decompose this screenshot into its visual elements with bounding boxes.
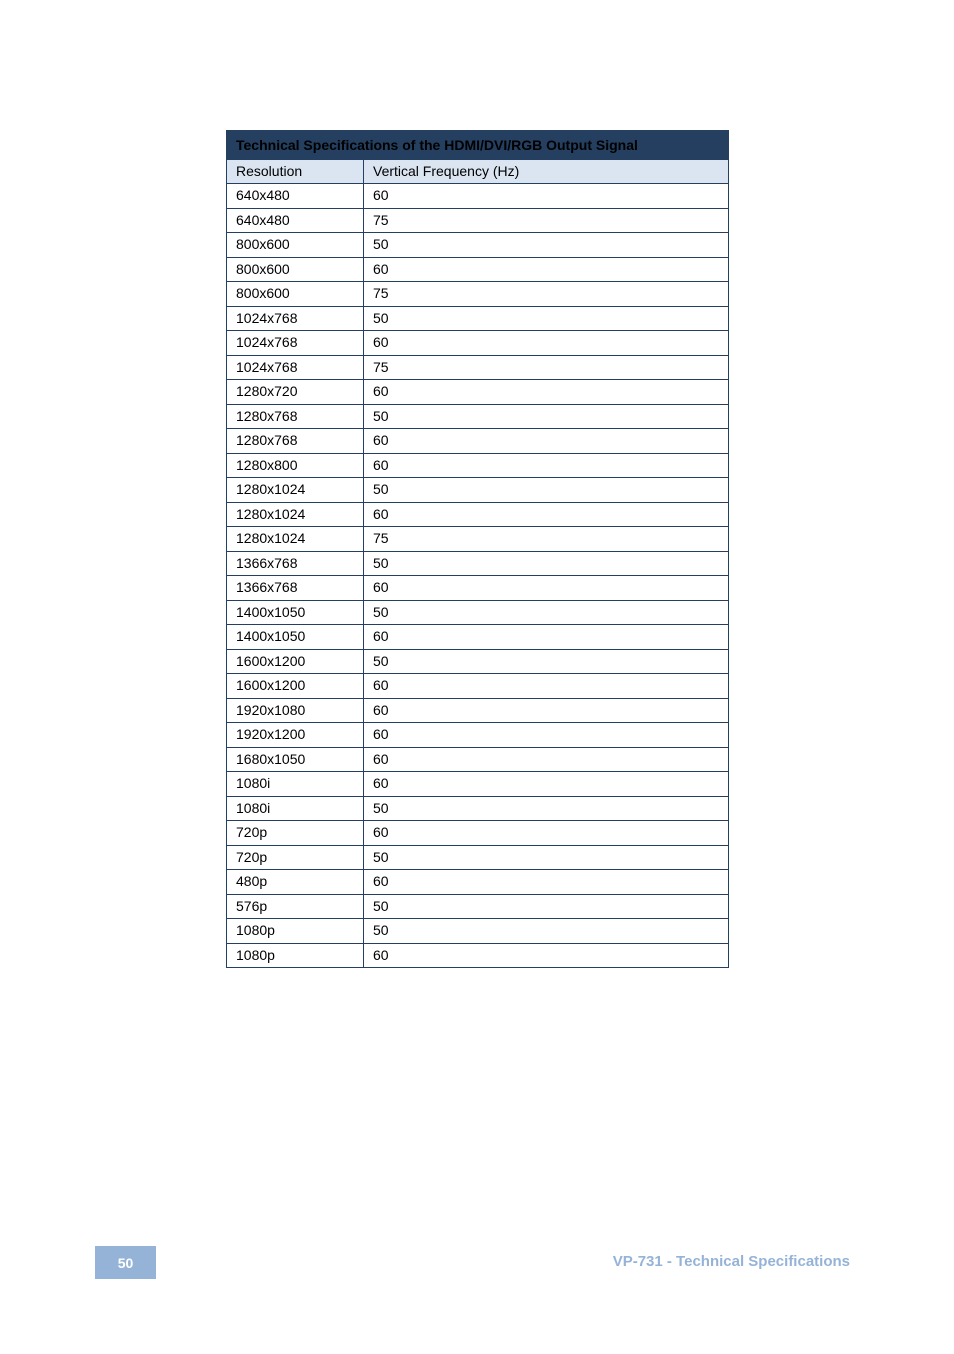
table-row <box>227 625 729 650</box>
table-row <box>227 208 729 233</box>
table-cell: 1280x1024 <box>227 527 364 552</box>
table-cell: 50 <box>364 894 729 919</box>
table-cell: 1024x768 <box>227 331 364 356</box>
table-row <box>227 551 729 576</box>
table-cell: 1024x768 <box>227 306 364 331</box>
table-row <box>227 478 729 503</box>
table-title-row <box>227 131 729 160</box>
table-cell: 1600x1200 <box>227 649 364 674</box>
table-row <box>227 772 729 797</box>
table-row <box>227 894 729 919</box>
spec-table-container <box>226 130 728 968</box>
table-cell: 60 <box>364 747 729 772</box>
table-cell: 1920x1200 <box>227 723 364 748</box>
table-cell: 60 <box>364 821 729 846</box>
table-cell: 75 <box>364 355 729 380</box>
table-title: Technical Specifications of the HDMI/DVI/RGB Output Signal <box>227 131 729 160</box>
table-row <box>227 453 729 478</box>
table-cell: 640x480 <box>227 208 364 233</box>
table-row <box>227 233 729 258</box>
table-cell: 50 <box>364 796 729 821</box>
table-cell: 60 <box>364 723 729 748</box>
table-cell: 576p <box>227 894 364 919</box>
table-row <box>227 821 729 846</box>
page-number-badge: 50 <box>95 1246 156 1279</box>
table-row <box>227 845 729 870</box>
table-cell: 60 <box>364 184 729 209</box>
spec-table-body <box>227 184 729 968</box>
table-row <box>227 282 729 307</box>
table-cell: 1080i <box>227 796 364 821</box>
table-cell: 1280x1024 <box>227 502 364 527</box>
table-row <box>227 943 729 968</box>
table-row <box>227 747 729 772</box>
table-cell: 60 <box>364 453 729 478</box>
table-cell: 1400x1050 <box>227 600 364 625</box>
column-header-frequency: Vertical Frequency (Hz) <box>364 160 729 184</box>
table-cell: 1920x1080 <box>227 698 364 723</box>
table-cell: 60 <box>364 576 729 601</box>
table-cell: 50 <box>364 845 729 870</box>
table-cell: 60 <box>364 380 729 405</box>
table-cell: 75 <box>364 282 729 307</box>
table-cell: 50 <box>364 306 729 331</box>
table-cell: 1080p <box>227 919 364 944</box>
table-cell: 60 <box>364 772 729 797</box>
table-cell: 50 <box>364 919 729 944</box>
table-cell: 1080p <box>227 943 364 968</box>
table-cell: 800x600 <box>227 282 364 307</box>
table-cell: 720p <box>227 845 364 870</box>
table-row <box>227 674 729 699</box>
table-row <box>227 919 729 944</box>
table-cell: 720p <box>227 821 364 846</box>
table-cell: 800x600 <box>227 233 364 258</box>
table-row <box>227 723 729 748</box>
footer-doc-title: VP-731 - Technical Specifications <box>612 1253 850 1270</box>
table-cell: 1280x800 <box>227 453 364 478</box>
table-cell: 1080i <box>227 772 364 797</box>
table-row <box>227 429 729 454</box>
table-cell: 800x600 <box>227 257 364 282</box>
table-row <box>227 600 729 625</box>
table-cell: 50 <box>364 600 729 625</box>
table-cell: 1366x768 <box>227 576 364 601</box>
table-row <box>227 576 729 601</box>
table-cell: 1280x768 <box>227 429 364 454</box>
table-cell: 60 <box>364 257 729 282</box>
table-cell: 1280x720 <box>227 380 364 405</box>
column-header-row <box>227 160 729 184</box>
table-cell: 50 <box>364 478 729 503</box>
table-row <box>227 698 729 723</box>
table-cell: 60 <box>364 625 729 650</box>
table-cell: 1400x1050 <box>227 625 364 650</box>
table-cell: 60 <box>364 943 729 968</box>
table-row <box>227 306 729 331</box>
table-cell: 60 <box>364 870 729 895</box>
table-cell: 60 <box>364 674 729 699</box>
table-cell: 1280x1024 <box>227 478 364 503</box>
table-row <box>227 380 729 405</box>
table-cell: 50 <box>364 404 729 429</box>
spec-table <box>226 130 729 968</box>
table-row <box>227 870 729 895</box>
table-cell: 60 <box>364 502 729 527</box>
table-cell: 1680x1050 <box>227 747 364 772</box>
table-row <box>227 502 729 527</box>
table-row <box>227 184 729 209</box>
column-header-resolution: Resolution <box>227 160 364 184</box>
table-cell: 75 <box>364 527 729 552</box>
table-row <box>227 527 729 552</box>
table-cell: 60 <box>364 698 729 723</box>
table-cell: 1280x768 <box>227 404 364 429</box>
table-cell: 480p <box>227 870 364 895</box>
table-cell: 1600x1200 <box>227 674 364 699</box>
table-cell: 50 <box>364 649 729 674</box>
table-cell: 1366x768 <box>227 551 364 576</box>
table-row <box>227 331 729 356</box>
table-row <box>227 404 729 429</box>
table-cell: 50 <box>364 233 729 258</box>
table-row <box>227 257 729 282</box>
table-cell: 60 <box>364 429 729 454</box>
table-cell: 60 <box>364 331 729 356</box>
table-cell: 640x480 <box>227 184 364 209</box>
table-row <box>227 796 729 821</box>
table-cell: 1024x768 <box>227 355 364 380</box>
table-cell: 75 <box>364 208 729 233</box>
table-row <box>227 649 729 674</box>
table-cell: 50 <box>364 551 729 576</box>
table-row <box>227 355 729 380</box>
